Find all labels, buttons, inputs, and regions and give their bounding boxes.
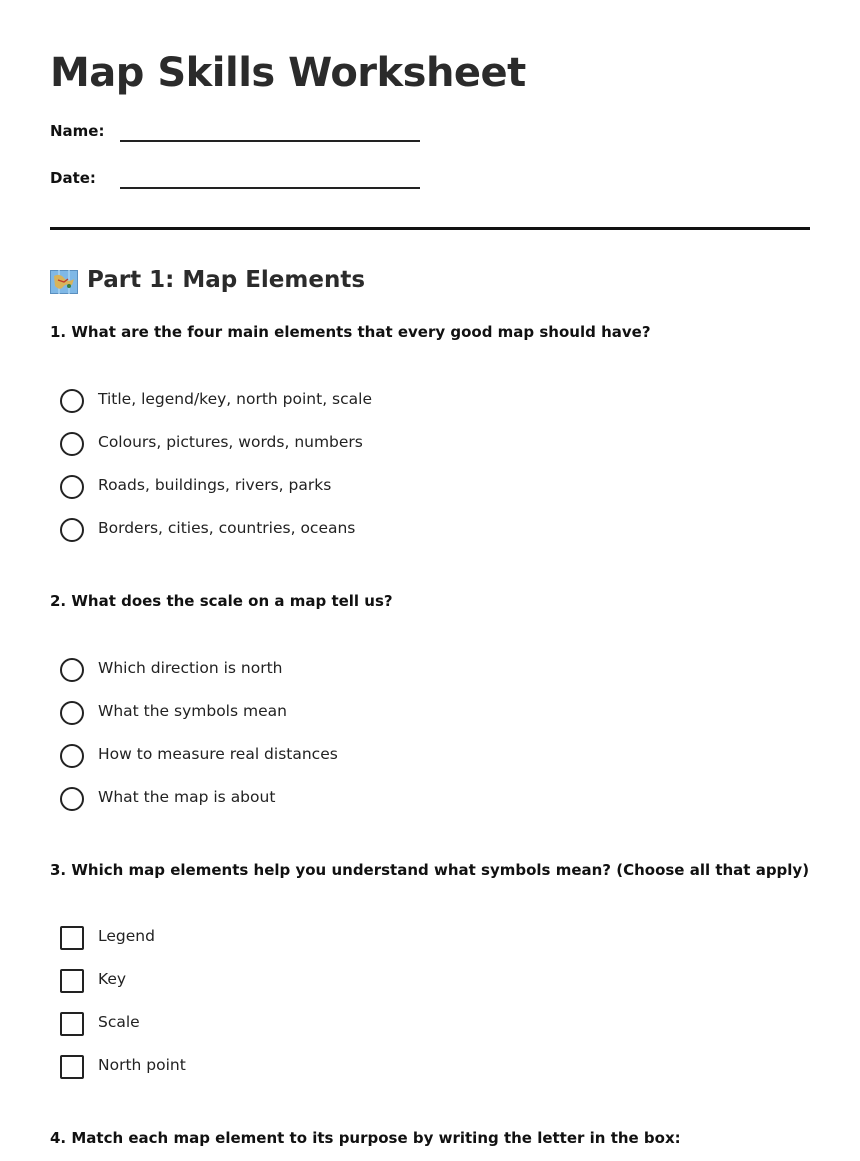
date-input-line[interactable] <box>120 187 420 189</box>
question-1: 1. What are the four main elements that every good map should have? <box>50 323 651 341</box>
question-2-option-1[interactable] <box>60 657 660 683</box>
section-title: Part 1: Map Elements <box>87 267 366 293</box>
radio-button[interactable] <box>60 389 84 413</box>
option-label: Colours, pictures, words, numbers <box>98 433 363 451</box>
option-label: Roads, buildings, rivers, parks <box>98 476 332 494</box>
radio-button[interactable] <box>60 701 84 725</box>
question-3: 3. Which map elements help you understand what symbols mean? (Choose all that apply) <box>50 861 810 879</box>
option-label: Borders, cities, countries, oceans <box>98 519 356 537</box>
checkbox[interactable] <box>60 969 84 993</box>
checkbox[interactable] <box>60 1055 84 1079</box>
question-1-option-2[interactable] <box>60 431 660 457</box>
question-1-option-1[interactable] <box>60 388 660 414</box>
radio-button[interactable] <box>60 787 84 811</box>
worksheet-title: Map Skills Worksheet <box>50 50 526 96</box>
question-2-option-3[interactable] <box>60 743 660 769</box>
map-icon <box>50 270 78 294</box>
option-label: Title, legend/key, north point, scale <box>98 390 372 408</box>
checkbox[interactable] <box>60 926 84 950</box>
option-label: What the map is about <box>98 788 276 806</box>
question-1-option-4[interactable] <box>60 517 660 543</box>
header-divider <box>50 227 810 230</box>
checkbox[interactable] <box>60 1012 84 1036</box>
question-2: 2. What does the scale on a map tell us? <box>50 592 393 610</box>
option-label: How to measure real distances <box>98 745 338 763</box>
name-label: Name: <box>50 122 105 140</box>
question-3-option-3[interactable] <box>60 1011 660 1037</box>
question-3-option-4[interactable] <box>60 1054 660 1080</box>
radio-button[interactable] <box>60 744 84 768</box>
option-label: Scale <box>98 1013 140 1031</box>
radio-button[interactable] <box>60 518 84 542</box>
option-label: Key <box>98 970 127 988</box>
question-2-option-2[interactable] <box>60 700 660 726</box>
option-label: What the symbols mean <box>98 702 287 720</box>
question-2-option-4[interactable] <box>60 786 660 812</box>
name-field-row <box>50 120 430 144</box>
radio-button[interactable] <box>60 658 84 682</box>
option-label: Legend <box>98 927 155 945</box>
date-field-row <box>50 167 430 191</box>
question-3-option-1[interactable] <box>60 925 660 951</box>
question-4: 4. Match each map element to its purpose by writing the letter in the box: <box>50 1129 681 1147</box>
question-3-option-2[interactable] <box>60 968 660 994</box>
option-label: North point <box>98 1056 186 1074</box>
radio-button[interactable] <box>60 475 84 499</box>
date-label: Date: <box>50 169 96 187</box>
radio-button[interactable] <box>60 432 84 456</box>
option-label: Which direction is north <box>98 659 283 677</box>
question-1-option-3[interactable] <box>60 474 660 500</box>
name-input-line[interactable] <box>120 140 420 142</box>
